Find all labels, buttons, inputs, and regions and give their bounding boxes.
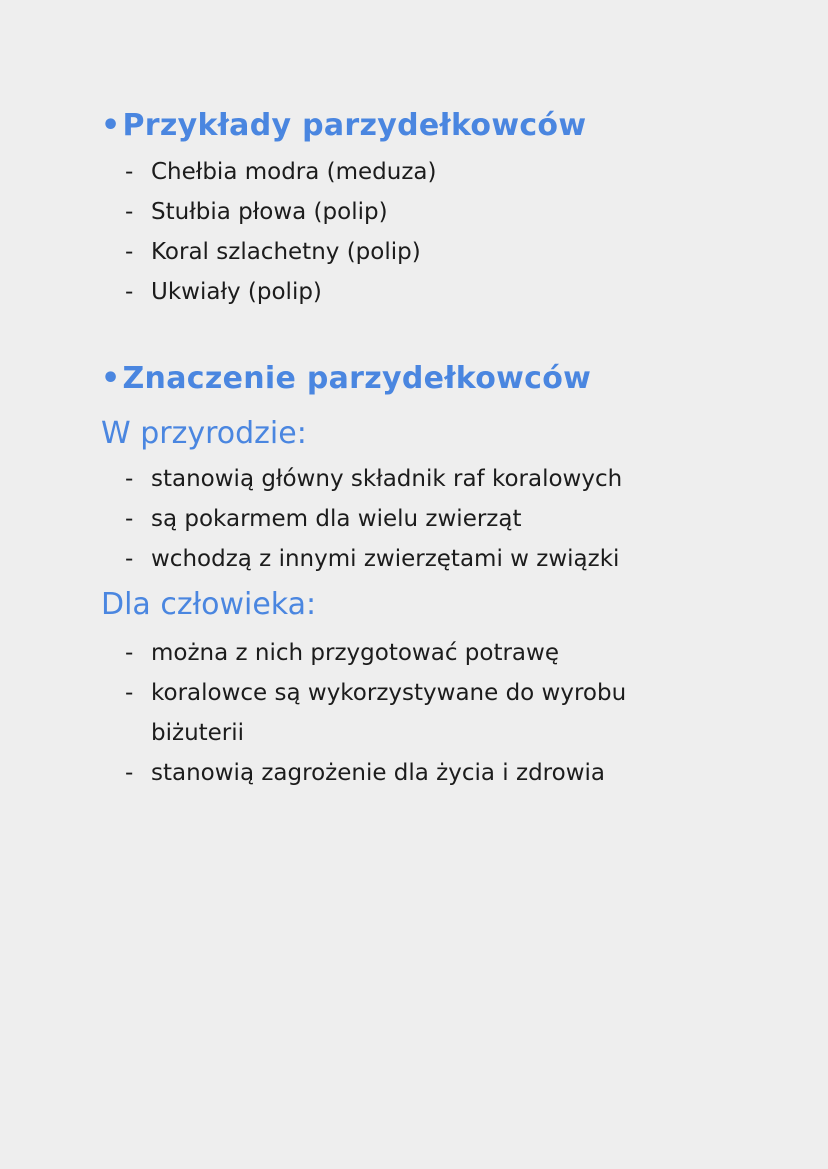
dash: - (125, 199, 134, 225)
dash: - (125, 546, 134, 572)
list-item (125, 232, 437, 272)
list-item-continuation: biżuterii (151, 720, 245, 746)
list-item-text: Koral szlachetny (polip) (151, 239, 421, 265)
subheading-nature: W przyrodzie: (101, 416, 307, 451)
list-item (125, 152, 437, 192)
section-heading-examples (101, 107, 586, 145)
list-item-text: Stułbia płowa (polip) (151, 199, 388, 225)
dash: - (125, 680, 134, 706)
list-item-text: można z nich przygotować potrawę (151, 640, 559, 666)
subheading-human: Dla człowieka: (101, 587, 317, 622)
human-list (125, 633, 626, 793)
heading-bullet: • (101, 361, 121, 396)
list-item (125, 753, 626, 793)
nature-list (125, 459, 622, 579)
list-item-text: Chełbia modra (meduza) (151, 159, 437, 185)
examples-list (125, 152, 437, 312)
heading-bullet: • (101, 108, 121, 143)
dash: - (125, 760, 134, 786)
list-item (125, 633, 626, 673)
dash: - (125, 466, 134, 492)
list-item (125, 272, 437, 312)
list-item-text: stanowią główny składnik raf koralowych (151, 466, 623, 492)
dash: - (125, 640, 134, 666)
section-heading-significance (101, 360, 591, 398)
list-item-text: Ukwiały (polip) (151, 279, 322, 305)
dash: - (125, 506, 134, 532)
heading-text: Znaczenie parzydełkowców (122, 361, 592, 396)
dash: - (125, 279, 134, 305)
list-item-text: są pokarmem dla wielu zwierząt (151, 506, 522, 532)
list-item (125, 192, 437, 232)
list-item-text: stanowią zagrożenie dla życia i zdrowia (151, 760, 606, 786)
dash: - (125, 159, 134, 185)
dash: - (125, 239, 134, 265)
heading-text: Przykłady parzydełkowców (122, 108, 587, 143)
list-item (125, 499, 622, 539)
list-item-text: koralowce są wykorzystywane do wyrobu (151, 680, 627, 706)
list-item (125, 459, 622, 499)
list-item-text: wchodzą z innymi zwierzętami w związki (151, 546, 620, 572)
list-item (125, 673, 626, 753)
list-item (125, 539, 622, 579)
